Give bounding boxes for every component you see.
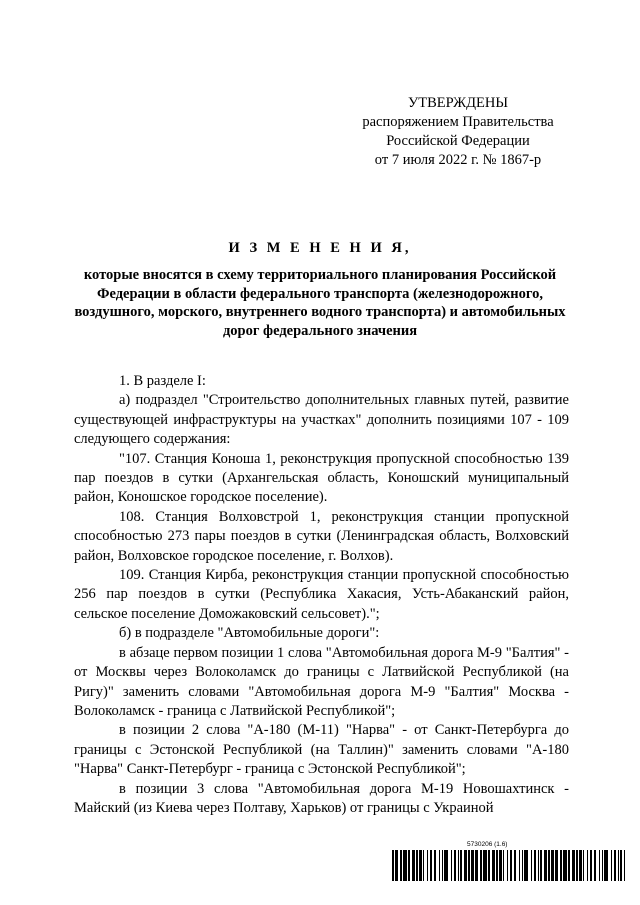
barcode-bar bbox=[434, 850, 435, 881]
barcode bbox=[392, 841, 625, 881]
paragraph-section-1: 1. В разделе I: bbox=[119, 373, 206, 389]
barcode-bar bbox=[568, 850, 570, 881]
barcode-bar bbox=[454, 850, 455, 881]
barcode-bar bbox=[519, 850, 520, 881]
document-subtitle: которые вносятся в схему территориального планирования Российской Федерации в области федерального транспорта (железнодорожного, воздушного, морского, внутреннего водного транспорта) и автомобильных дорог федерального значения bbox=[74, 267, 566, 339]
barcode-bar bbox=[526, 850, 527, 881]
paragraph-item-108: 108. Станция Волховстрой 1, реконструкция станции пропускной способностью 273 пары поездов в сутки (Ленинградская область, Волховский район, Волховское городское поселение, г. Волхов). bbox=[74, 508, 569, 564]
barcode-bar bbox=[564, 850, 566, 881]
barcode-bar bbox=[507, 850, 508, 881]
paragraph-b: б) в подразделе "Автомобильные дороги": bbox=[119, 625, 380, 642]
barcode-bar bbox=[442, 850, 443, 881]
barcode-bar bbox=[551, 850, 552, 881]
barcode-bar bbox=[400, 850, 402, 881]
barcode-bar bbox=[480, 850, 482, 881]
approval-decree: распоряжением Правительства bbox=[362, 114, 554, 130]
barcode-bar bbox=[500, 850, 502, 881]
barcode-bar bbox=[455, 850, 456, 881]
barcode-bar bbox=[572, 850, 574, 881]
approval-authority: Российской Федерации bbox=[386, 133, 530, 149]
barcode-bar bbox=[444, 850, 446, 881]
approval-title: УТВЕРЖДЕНЫ bbox=[407, 95, 509, 111]
barcode-bar bbox=[599, 850, 600, 881]
barcode-bar bbox=[538, 850, 539, 881]
barcode-bar bbox=[524, 850, 526, 881]
barcode-bar bbox=[492, 850, 494, 881]
barcode-graphic bbox=[392, 841, 625, 881]
barcode-bar bbox=[576, 850, 578, 881]
barcode-bar bbox=[484, 850, 486, 881]
barcode-bar bbox=[392, 850, 394, 881]
paragraph-position-2: в позиции 2 слова "А-180 (М-11) "Нарва" - от Санкт-Петербурга до границы с Эстонской Республикой (на Таллин)" заменить словами "А-180 "Нарва" Санкт-Петербург - граница с Эстонской Республикой"; bbox=[74, 722, 569, 778]
barcode-bar bbox=[406, 850, 407, 881]
barcode-bar bbox=[615, 850, 616, 881]
paragraph-item-107: "107. Станция Коноша 1, реконструкция пропускной способностью 139 пар поездов в сутки (Архангельская область, Коношский муниципальный район, Коношское городское поселение). bbox=[74, 450, 569, 506]
barcode-bar bbox=[420, 850, 422, 881]
barcode-bar bbox=[496, 850, 498, 881]
barcode-bar bbox=[560, 850, 562, 881]
barcode-bar bbox=[419, 850, 420, 881]
barcode-bar bbox=[611, 850, 612, 881]
barcode-bar bbox=[587, 850, 588, 881]
barcode-bar bbox=[412, 850, 414, 881]
barcode-bar bbox=[488, 850, 490, 881]
barcode-bar bbox=[591, 850, 592, 881]
barcode-bar bbox=[555, 850, 556, 881]
barcode-bar bbox=[531, 850, 532, 881]
barcode-bar bbox=[595, 850, 596, 881]
barcode-bar bbox=[540, 850, 542, 881]
barcode-bar bbox=[522, 850, 523, 881]
barcode-bar bbox=[427, 850, 428, 881]
barcode-bar bbox=[395, 850, 396, 881]
approval-date-number: от 7 июля 2022 г. № 1867-р bbox=[374, 152, 542, 168]
barcode-bar bbox=[618, 850, 619, 881]
barcode-bar bbox=[486, 850, 487, 881]
barcode-bar bbox=[460, 850, 462, 881]
barcode-bar bbox=[435, 850, 436, 881]
barcode-bar bbox=[447, 850, 448, 881]
barcode-bar bbox=[494, 850, 495, 881]
barcode-bar bbox=[607, 850, 608, 881]
barcode-bar bbox=[546, 850, 547, 881]
barcode-bar bbox=[563, 850, 564, 881]
barcode-bar bbox=[527, 850, 528, 881]
barcode-bar bbox=[396, 850, 398, 881]
document-title: И З М Е Н Е Н И Я, bbox=[228, 240, 412, 256]
barcode-bar bbox=[574, 850, 575, 881]
barcode-label: 5730206 (1.6) bbox=[467, 841, 508, 848]
barcode-bar bbox=[403, 850, 404, 881]
barcode-bar bbox=[499, 850, 500, 881]
barcode-bar bbox=[535, 850, 536, 881]
barcode-bar bbox=[515, 850, 516, 881]
barcode-bar bbox=[566, 850, 567, 881]
barcode-bar bbox=[472, 850, 474, 881]
barcode-bar bbox=[458, 850, 459, 881]
document-body bbox=[74, 372, 569, 818]
barcode-bar bbox=[548, 850, 550, 881]
barcode-bar bbox=[604, 850, 606, 881]
paragraph-position-3: в позиции 3 слова "Автомобильная дорога М-19 Новошахтинск - Майский (из Киева через Полтаву, Харьков) от границы с Украиной bbox=[74, 780, 569, 816]
barcode-bar bbox=[404, 850, 406, 881]
barcode-bar bbox=[431, 850, 432, 881]
barcode-bar bbox=[602, 850, 603, 881]
barcode-bar bbox=[468, 850, 470, 881]
barcode-bar bbox=[475, 850, 476, 881]
barcode-bar bbox=[414, 850, 415, 881]
barcode-bar bbox=[620, 850, 622, 881]
barcode-bar bbox=[624, 850, 625, 881]
barcode-bar bbox=[580, 850, 582, 881]
barcode-bar bbox=[594, 850, 595, 881]
paragraph-item-109: 109. Станция Кирба, реконструкция станции пропускной способностью 256 пар поездов в сутки (Республика Хакасия, Усть-Абаканский район, сельское поселение Доможаковский сельсовет)."; bbox=[74, 567, 569, 622]
barcode-bar bbox=[552, 850, 554, 881]
barcode-bar bbox=[514, 850, 515, 881]
barcode-bar bbox=[446, 850, 447, 881]
barcode-bar bbox=[430, 850, 431, 881]
barcode-bar bbox=[510, 850, 511, 881]
barcode-bar bbox=[579, 850, 580, 881]
barcode-bar bbox=[416, 850, 418, 881]
barcode-bar bbox=[503, 850, 504, 881]
barcode-bar bbox=[476, 850, 478, 881]
paragraph-a: а) подраздел "Строительство дополнительных главных путей, развитие существующей инфраструктуры на участках" дополнить позициями 107 - 109 следующего содержания: bbox=[74, 392, 569, 448]
paragraph-position-1: в абзаце первом позиции 1 слова "Автомобильная дорога М-9 "Балтия" - от Москвы через Волоколамск до границы с Латвийской Республикой (на Ригу)" заменить словами "Автомобильная дорога М-9 "Балтия" Москва - Волоколамск - граница с Латвийской Республикой"; bbox=[74, 644, 569, 719]
barcode-bar bbox=[534, 850, 535, 881]
barcode-bar bbox=[408, 850, 410, 881]
approval-block bbox=[330, 94, 586, 170]
barcode-bar bbox=[511, 850, 512, 881]
barcode-bar bbox=[614, 850, 615, 881]
barcode-bar bbox=[590, 850, 591, 881]
barcode-bar bbox=[423, 850, 424, 881]
barcode-bar bbox=[544, 850, 546, 881]
barcode-bar bbox=[451, 850, 452, 881]
barcode-bar bbox=[556, 850, 558, 881]
barcode-bar bbox=[466, 850, 467, 881]
barcode-bar bbox=[439, 850, 440, 881]
barcode-bar bbox=[464, 850, 466, 881]
barcode-bar bbox=[471, 850, 472, 881]
barcode-bar bbox=[606, 850, 607, 881]
barcode-bar bbox=[583, 850, 584, 881]
barcode-bar bbox=[483, 850, 484, 881]
